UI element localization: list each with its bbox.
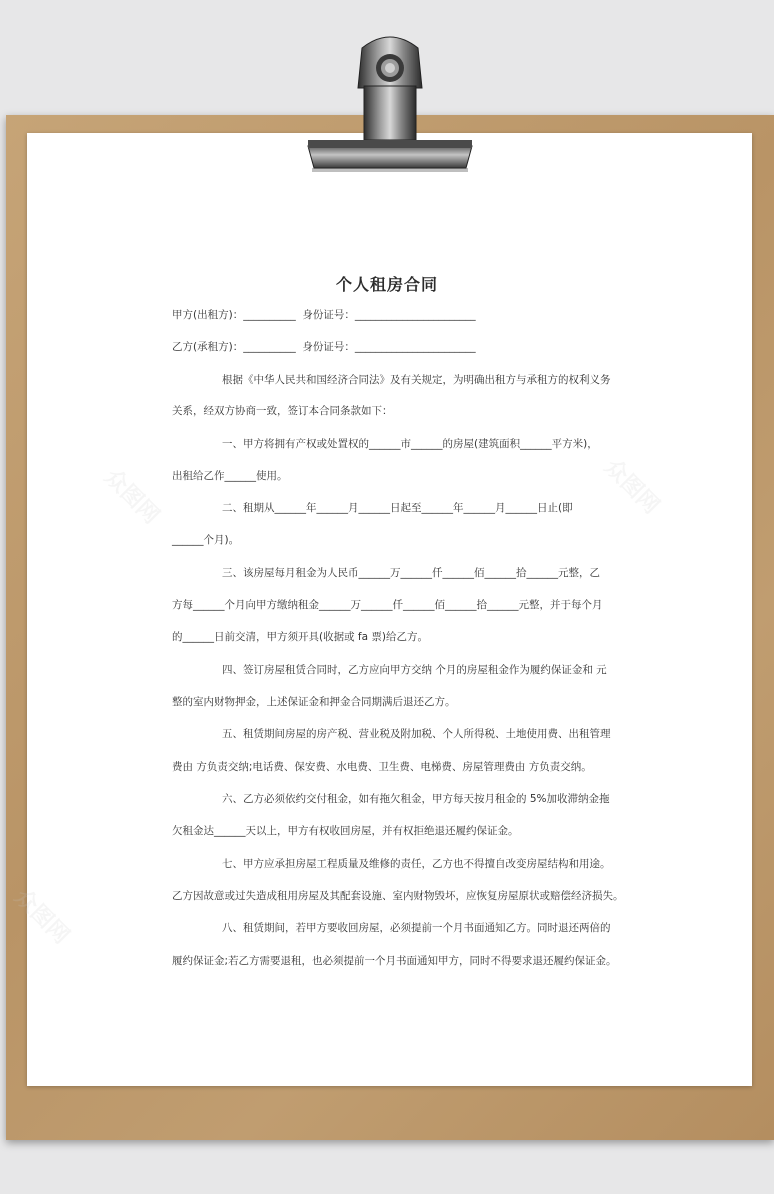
clause-3-line-2: 方每______个月向甲方缴纳租金______万______仟______佰______拾______元整，并于每个月 (172, 599, 603, 611)
clause-2-line-1: 二、租期从______年______月______日起至______年______月______日止(即 (222, 502, 573, 514)
clause-2-line-2: ______个月)。 (172, 534, 240, 546)
clause-7-line-2: 乙方因故意或过失造成租用房屋及其配套设施、室内财物毁坏，应恢复房屋原状或赔偿经济损失。 (172, 890, 624, 902)
watermark-left: 众图网 (99, 464, 164, 530)
clause-1-line-1: 一、甲方将拥有产权或处置权的______市______的房屋(建筑面积______平方米)， (222, 438, 598, 450)
clause-4-line-1: 四、签订房屋租赁合同时，乙方应向甲方交纳 个月的房屋租金作为履约保证金和 元 (222, 664, 607, 676)
clause-8-line-1: 八、租赁期间，若甲方要收回房屋，必须提前一个月书面通知乙方。同时退还两倍的 (222, 922, 611, 934)
clause-5-line-2: 费由 方负责交纳;电话费、保安费、水电费、卫生费、电梯费、房屋管理费由 方负责交纳。 (172, 761, 592, 773)
clause-3-line-3: 的______日前交清，甲方须开具(收据或 fa 票)给乙方。 (172, 631, 428, 643)
party-a-line: 甲方(出租方)：__________ 身份证号：_______________________ (172, 309, 476, 321)
preamble-line-2: 关系，经双方协商一致，签订本合同条款如下： (172, 405, 393, 417)
clause-8-line-2: 履约保证金;若乙方需要退租，也必须提前一个月书面通知甲方，同时不得要求退还履约保证金。 (172, 955, 617, 967)
clause-7-line-1: 七、甲方应承担房屋工程质量及维修的责任，乙方也不得擅自改变房屋结构和用途。 (222, 858, 611, 870)
preamble-line-1: 根据《中华人民共和国经济合同法》及有关规定，为明确出租方与承租方的权利义务 (222, 374, 611, 386)
clause-5-line-1: 五、租赁期间房屋的房产税、营业税及附加税、个人所得税、土地使用费、出租管理 (222, 728, 611, 740)
clause-4-line-2: 整的室内财物押金，上述保证金和押金合同期满后退还乙方。 (172, 696, 456, 708)
document-title: 个人租房合同 (335, 275, 438, 294)
clause-6-line-1: 六、乙方必须依约交付租金，如有拖欠租金，甲方每天按月租金的 5%加收滞纳金拖 (222, 793, 610, 805)
clause-1-line-2: 出租给乙作______使用。 (172, 470, 288, 482)
clause-6-line-2: 欠租金达______天以上，甲方有权收回房屋，并有权拒绝退还履约保证金。 (172, 825, 519, 837)
watermark-bottom: 众图网 (9, 884, 74, 950)
watermark-right: 众图网 (599, 454, 664, 520)
clause-3-line-1: 三、该房屋每月租金为人民币______万______仟______佰______拾______元整，乙 (222, 567, 600, 579)
binder-clip-icon (300, 28, 480, 178)
party-b-line: 乙方(承租方)：__________ 身份证号：_______________________ (172, 341, 476, 353)
